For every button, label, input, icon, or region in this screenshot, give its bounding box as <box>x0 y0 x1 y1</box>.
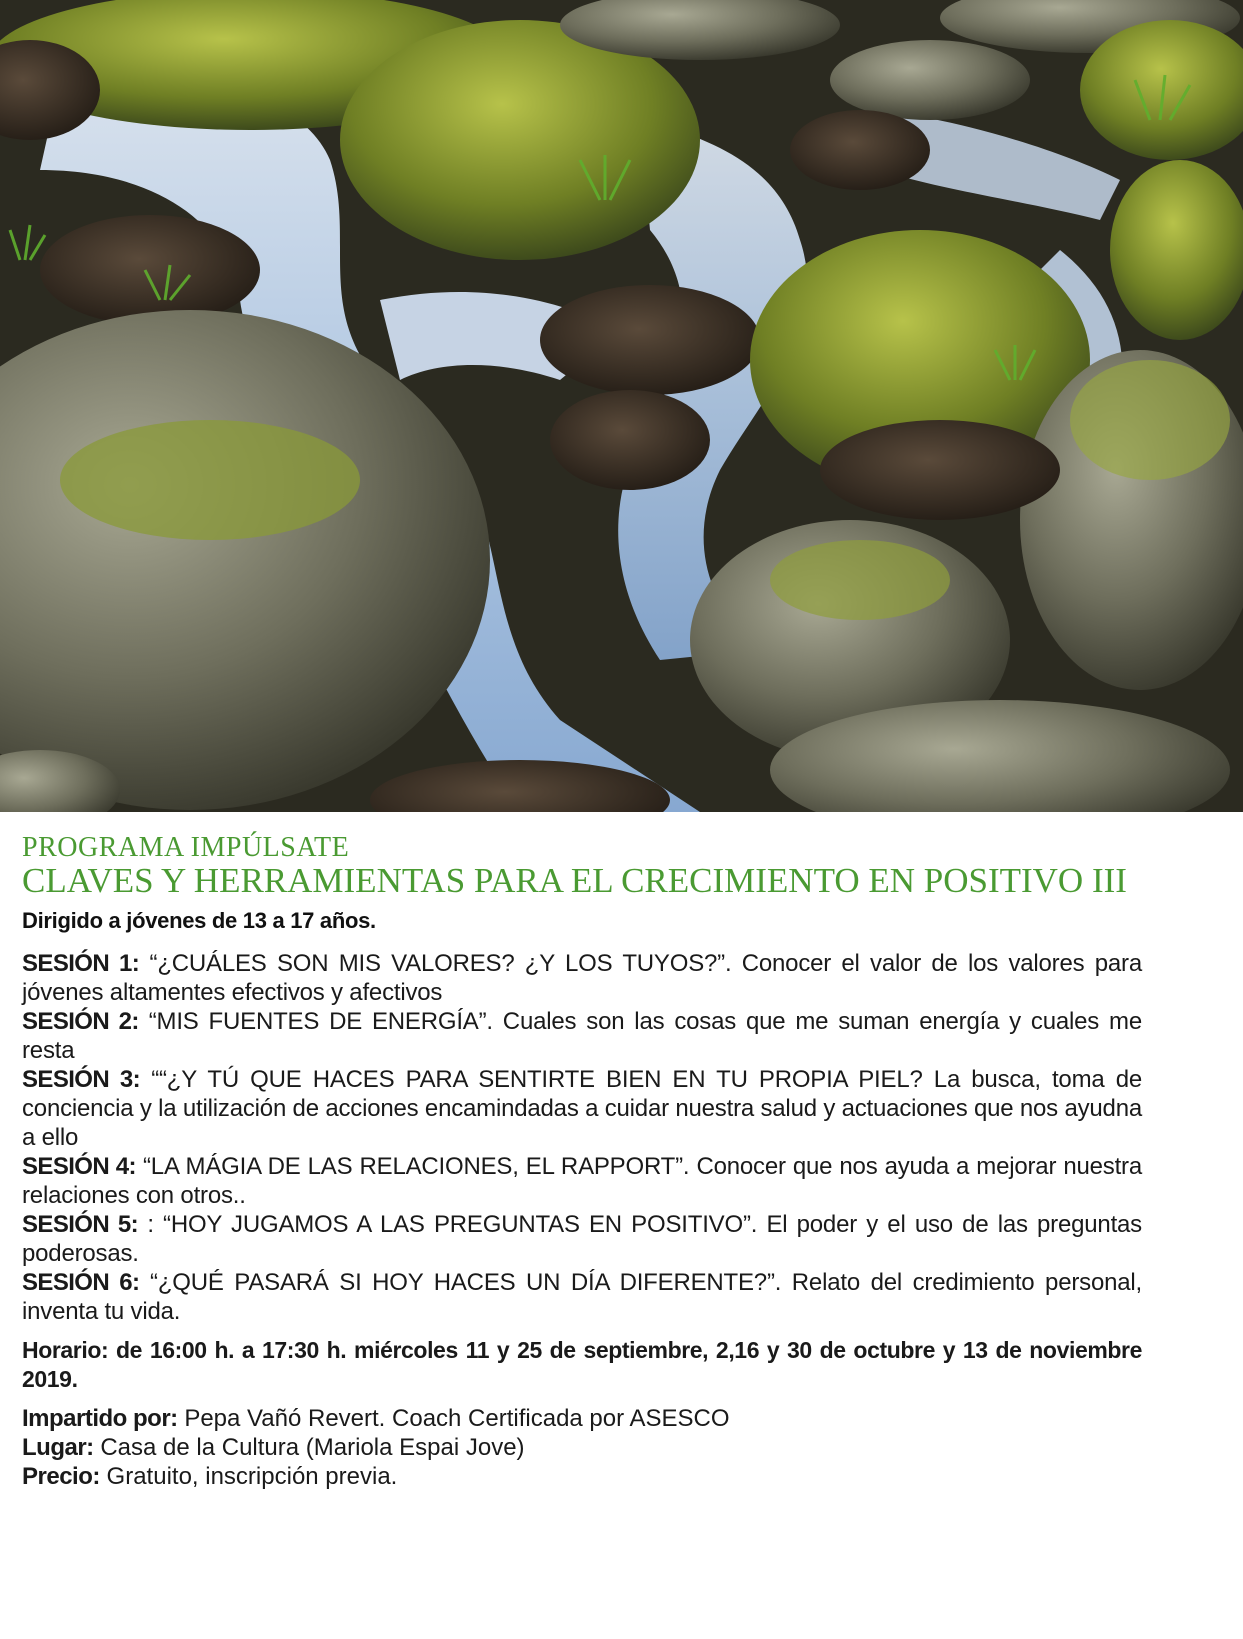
target-audience: Dirigido a jóvenes de 13 a 17 años. <box>22 908 376 933</box>
program-title-text: CLAVES Y HERRAMIENTAS PARA EL CRECIMIENTO EN POSITIVO III <box>22 861 1127 900</box>
price-value: Gratuito, inscripción previa. <box>106 1463 398 1490</box>
session-label: SESIÓN 6: <box>22 1269 140 1296</box>
session-list <box>22 949 1142 1326</box>
schedule-text: Horario: de 16:00 h. a 17:30 h. miércoles 11 y 25 de septiembre, 2,16 y 30 de octubre y 13 de noviembre 2019. <box>22 1337 1142 1392</box>
session-text: ““¿Y TÚ QUE HACES PARA SENTIRTE BIEN EN TU PROPIA PIEL? La busca, toma de conciencia y la utilización de acciones encamindadas a cuidar nuestra salud y actuaciones que nos ayudna a ello <box>22 1066 1142 1151</box>
event-info <box>22 1404 1142 1491</box>
session-item <box>22 1268 1142 1326</box>
session-text: “¿CUÁLES SON MIS VALORES? ¿Y LOS TUYOS?”. Conocer el valor de los valores para jóvenes altamentes efectivos y afectivos <box>22 950 1142 1006</box>
waterfall-photo <box>0 0 1243 812</box>
instructor-label: Impartido por: <box>22 1405 178 1432</box>
flyer-body <box>22 833 1142 1491</box>
price-line <box>22 1462 1142 1491</box>
stream-rocks-illustration <box>0 0 1243 812</box>
session-label: SESIÓN 4: <box>22 1153 136 1180</box>
session-item <box>22 1210 1142 1268</box>
place-line <box>22 1433 1142 1462</box>
place-value: Casa de la Cultura (Mariola Espai Jove) <box>100 1434 525 1461</box>
session-text: : “HOY JUGAMOS A LAS PREGUNTAS EN POSITIVO”. El poder y el uso de las preguntas poderosas. <box>22 1211 1142 1267</box>
session-item <box>22 949 1142 1007</box>
session-item <box>22 1065 1142 1152</box>
session-label: SESIÓN 2: <box>22 1008 139 1035</box>
program-title <box>22 863 1142 939</box>
session-text: “LA MÁGIA DE LAS RELACIONES, EL RAPPORT”. Conocer que nos ayuda a mejorar nuestra relaciones con otros.. <box>22 1153 1142 1209</box>
price-label: Precio: <box>22 1463 100 1490</box>
session-item <box>22 1152 1142 1210</box>
session-text: “MIS FUENTES DE ENERGÍA”. Cuales son las cosas que me suman energía y cuales me resta <box>22 1008 1142 1064</box>
place-label: Lugar: <box>22 1434 94 1461</box>
instructor-value: Pepa Vañó Revert. Coach Certificada por ASESCO <box>184 1405 730 1432</box>
session-label: SESIÓN 1: <box>22 950 140 977</box>
program-kicker: PROGRAMA IMPÚLSATE <box>22 832 350 863</box>
session-label: SESIÓN 3: <box>22 1066 141 1093</box>
session-item <box>22 1007 1142 1065</box>
session-label: SESIÓN 5: <box>22 1211 139 1238</box>
session-text: “¿QUÉ PASARÁ SI HOY HACES UN DÍA DIFERENTE?”. Relato del credimiento personal, inventa tu vida. <box>22 1269 1142 1325</box>
instructor-line <box>22 1404 1142 1433</box>
